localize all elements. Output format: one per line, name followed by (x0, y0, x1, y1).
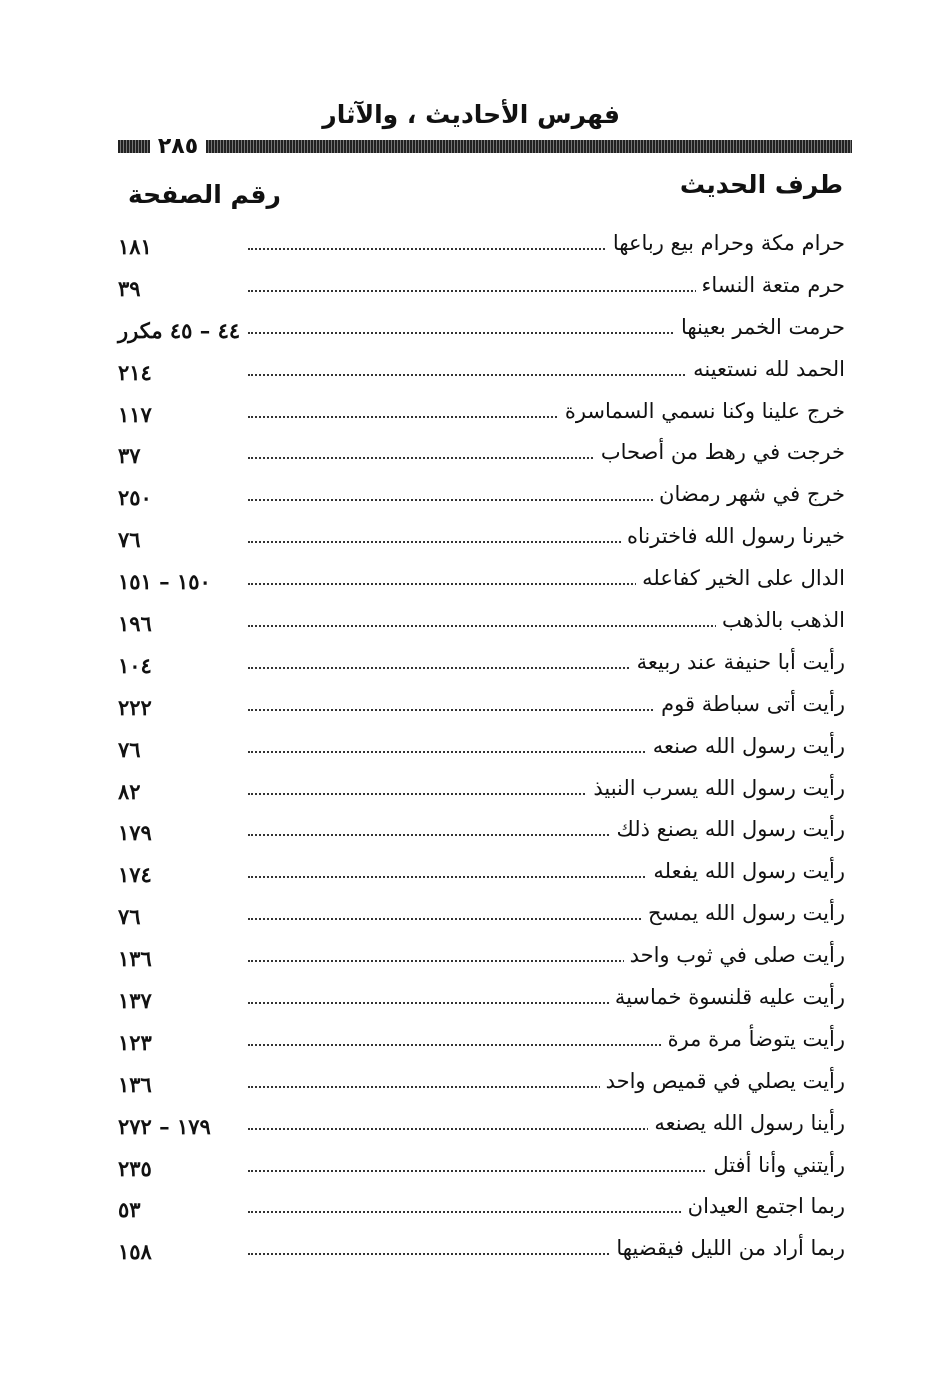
index-entry (0, 392, 943, 434)
hadith-incipit: رأيت رسول الله يسرب النبيذ (587, 773, 845, 803)
page-reference: ٣٧ (118, 443, 141, 469)
hadith-incipit: الذهب بالذهب (716, 605, 845, 635)
page-reference: ١٩٦ (118, 611, 152, 637)
index-entry (0, 685, 943, 727)
hadith-incipit: رأيت أبا حنيفة عند ربيعة (631, 647, 845, 677)
page-reference: ١٣٧ (118, 988, 152, 1014)
hadith-incipit: خرج علينا وكنا نسمي السماسرة (559, 396, 845, 426)
index-entry (0, 1062, 943, 1104)
running-head: فهرس الأحاديث ، والآثار (322, 100, 620, 129)
index-entry (0, 769, 943, 811)
index-entry (0, 936, 943, 978)
column-header-hadith: طرف الحديث (679, 170, 843, 199)
page-reference: ١٧٩ – ٢٧٢ (118, 1113, 211, 1139)
column-header-page: رقم الصفحة (128, 180, 281, 209)
page-reference: ١٧٤ (118, 862, 152, 888)
page-reference: ٧٦ (118, 736, 141, 762)
page-reference: ١٣٦ (118, 1071, 152, 1097)
hadith-incipit: حرمت الخمر بعينها (675, 312, 845, 342)
index-entry (0, 643, 943, 685)
hadith-incipit: رأينا رسول الله يصنعه (648, 1108, 845, 1138)
page-reference: ٥٣ (118, 1197, 141, 1223)
hadith-incipit: الحمد لله نستعينه (687, 354, 845, 384)
index-entry (0, 517, 943, 559)
page-reference: ٢٣٥ (118, 1155, 152, 1181)
hadith-incipit: حرام مكة وحرام بيع رباعها (607, 228, 845, 258)
hadith-incipit: خرج في شهر رمضان (653, 479, 845, 509)
index-entry (0, 266, 943, 308)
hadith-incipit: ربما أراد من الليل فيقضيها (610, 1233, 845, 1263)
page-reference: ٤٤ – ٤٥ مكرر (118, 317, 241, 343)
page-reference: ٢١٤ (118, 359, 152, 385)
hadith-incipit: رأيت رسول الله يصنع ذلك (611, 814, 845, 844)
index-entry (0, 601, 943, 643)
page-reference: ١٧٩ (118, 820, 152, 846)
index-entry (0, 1020, 943, 1062)
hadith-incipit: حرم متعة النساء (696, 270, 845, 300)
hadith-incipit: رأيت رسول الله يمسح (642, 898, 845, 928)
index-entry (0, 559, 943, 601)
page-reference: ١٥٨ (118, 1239, 152, 1265)
index-entry (0, 978, 943, 1020)
index-entry (0, 1146, 943, 1188)
hadith-incipit: خرجت في رهط من أصحاب (595, 437, 845, 467)
header-rule-left (118, 140, 150, 153)
page-number: ٢٨٥ (157, 134, 199, 159)
hadith-incipit: رأيتني وأنا أفتل (707, 1150, 845, 1180)
hadith-incipit: الدال على الخير كفاعله (636, 563, 845, 593)
index-entries (0, 224, 943, 1271)
page-reference: ٣٩ (118, 275, 141, 301)
index-entry (0, 475, 943, 517)
hadith-incipit: ربما اجتمع العيدان (682, 1191, 845, 1221)
hadith-incipit: رأيت يتوضأ مرة مرة (662, 1024, 845, 1054)
hadith-incipit: رأيت صلى في ثوب واحد (624, 940, 845, 970)
page-reference: ٧٦ (118, 527, 141, 553)
index-entry (0, 852, 943, 894)
page-reference: ١٣٦ (118, 946, 152, 972)
page-reference: ١٥٠ – ١٥١ (118, 569, 211, 595)
hadith-incipit: رأيت يصلي في قميص واحد (600, 1066, 845, 1096)
hadith-incipit: خيرنا رسول الله فاخترناه (621, 521, 845, 551)
page-reference: ١١٧ (118, 401, 152, 427)
hadith-incipit: رأيت عليه قلنسوة خماسية (609, 982, 845, 1012)
index-entry (0, 727, 943, 769)
header-rule-right (206, 140, 852, 153)
index-entry (0, 308, 943, 350)
page-reference: ٧٦ (118, 904, 141, 930)
index-entry (0, 350, 943, 392)
hadith-incipit: رأيت أتى سباطة قوم (655, 689, 845, 719)
index-entry (0, 894, 943, 936)
index-entry (0, 1104, 943, 1146)
index-entry (0, 810, 943, 852)
page-reference: ١٢٣ (118, 1029, 152, 1055)
page-reference: ٨٢ (118, 778, 141, 804)
page-reference: ١٨١ (118, 234, 152, 259)
page-reference: ٢٢٢ (118, 694, 152, 720)
page-reference: ١٠٤ (118, 652, 152, 678)
index-entry (0, 224, 943, 266)
hadith-incipit: رأيت رسول الله يفعله (647, 856, 845, 886)
hadith-incipit: رأيت رسول الله صنعه (647, 731, 845, 761)
index-entry (0, 1187, 943, 1229)
page-reference: ٢٥٠ (118, 485, 152, 511)
index-entry (0, 1229, 943, 1271)
index-entry (0, 433, 943, 475)
